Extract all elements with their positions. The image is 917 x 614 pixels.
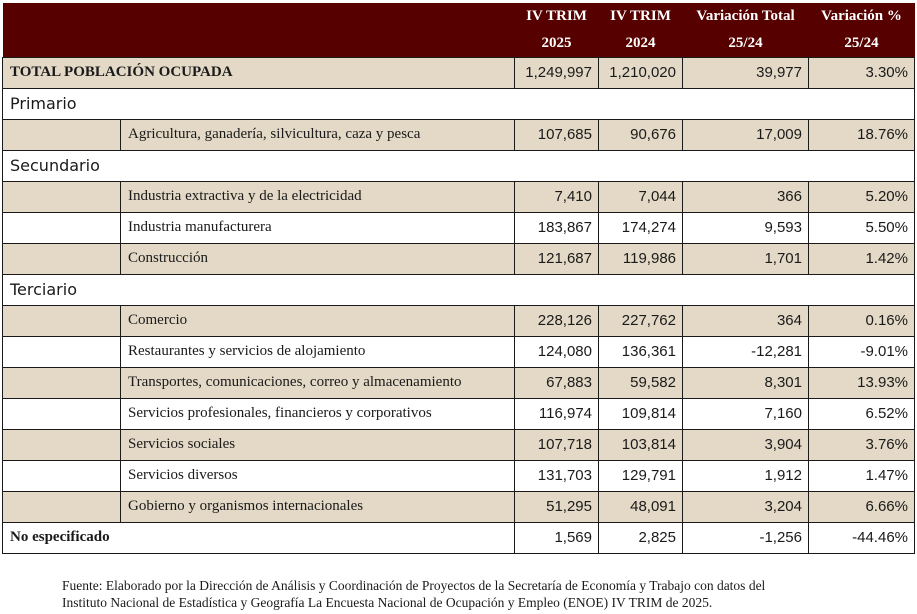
- source-note-line-2: Instituto Nacional de Estadística y Geografía La Encuesta Nacional de Ocupación y Empleo (ENOE) IV TRIM de 2025.: [62, 595, 713, 610]
- row-label: Construcción: [121, 243, 515, 274]
- header-col-var-total: Variación Total: [683, 3, 809, 30]
- table-row: [3, 181, 915, 212]
- row-var-total: 8,301: [683, 367, 809, 398]
- indent-cell: [3, 243, 121, 274]
- row-label: Gobierno y organismos internacionales: [121, 491, 515, 522]
- table-row: [3, 119, 915, 150]
- no-especificado-row: [3, 522, 915, 553]
- total-2024: 1,210,020: [599, 57, 683, 88]
- header-col-2024-sub: 2024: [599, 30, 683, 57]
- row-2024: 174,274: [599, 212, 683, 243]
- indent-cell: [3, 119, 121, 150]
- row-var-pct: 5.50%: [809, 212, 915, 243]
- row-2024: 103,814: [599, 429, 683, 460]
- table-row: [3, 398, 915, 429]
- row-var-total: 3,204: [683, 491, 809, 522]
- total-var-total: 39,977: [683, 57, 809, 88]
- row-2024: 136,361: [599, 336, 683, 367]
- row-label: Agricultura, ganadería, silvicultura, caza y pesca: [121, 119, 515, 150]
- source-note-line-1: Fuente: Elaborado por la Dirección de Análisis y Coordinación de Proyectos de la Secretaría de Economía y Trabajo con datos del: [62, 578, 766, 593]
- row-var-pct: 1.47%: [809, 460, 915, 491]
- row-var-total: 9,593: [683, 212, 809, 243]
- row-label: Industria extractiva y de la electricidad: [121, 181, 515, 212]
- section-label: Terciario: [3, 274, 915, 305]
- row-label: Servicios diversos: [121, 460, 515, 491]
- row-var-total: 1,701: [683, 243, 809, 274]
- table-row: [3, 460, 915, 491]
- no-especificado-2024: 2,825: [599, 522, 683, 553]
- row-label: Comercio: [121, 305, 515, 336]
- row-2025: 183,867: [515, 212, 599, 243]
- row-label: Restaurantes y servicios de alojamiento: [121, 336, 515, 367]
- header-row-2: [3, 30, 915, 57]
- no-especificado-var-pct: -44.46%: [809, 522, 915, 553]
- total-var-pct: 3.30%: [809, 57, 915, 88]
- source-note: [62, 577, 902, 611]
- header-col-var-pct-sub: 25/24: [809, 30, 915, 57]
- row-2024: 7,044: [599, 181, 683, 212]
- indent-cell: [3, 367, 121, 398]
- row-2025: 121,687: [515, 243, 599, 274]
- row-2024: 227,762: [599, 305, 683, 336]
- row-label: Transportes, comunicaciones, correo y almacenamiento: [121, 367, 515, 398]
- row-2025: 124,080: [515, 336, 599, 367]
- indent-cell: [3, 460, 121, 491]
- row-2025: 131,703: [515, 460, 599, 491]
- section-secundario: [3, 150, 915, 181]
- header-col-var-pct: Variación %: [809, 3, 915, 30]
- row-var-pct: 13.93%: [809, 367, 915, 398]
- indent-cell: [3, 398, 121, 429]
- header-col-2025-sub: 2025: [515, 30, 599, 57]
- row-var-total: 1,912: [683, 460, 809, 491]
- header-blank: [3, 3, 515, 30]
- indent-cell: [3, 429, 121, 460]
- section-label: Secundario: [3, 150, 915, 181]
- row-label: Industria manufacturera: [121, 212, 515, 243]
- row-var-pct: -9.01%: [809, 336, 915, 367]
- row-var-pct: 5.20%: [809, 181, 915, 212]
- row-2024: 59,582: [599, 367, 683, 398]
- table-row: [3, 336, 915, 367]
- row-2025: 116,974: [515, 398, 599, 429]
- indent-cell: [3, 181, 121, 212]
- indent-cell: [3, 305, 121, 336]
- table-row: [3, 491, 915, 522]
- table-row: [3, 305, 915, 336]
- row-var-total: 364: [683, 305, 809, 336]
- section-label: Primario: [3, 88, 915, 119]
- indent-cell: [3, 336, 121, 367]
- header-col-2024: IV TRIM: [599, 3, 683, 30]
- indent-cell: [3, 491, 121, 522]
- row-label: Servicios sociales: [121, 429, 515, 460]
- row-var-pct: 6.66%: [809, 491, 915, 522]
- section-primario: [3, 88, 915, 119]
- row-2024: 48,091: [599, 491, 683, 522]
- row-2025: 107,718: [515, 429, 599, 460]
- indent-cell: [3, 212, 121, 243]
- table-row: [3, 243, 915, 274]
- total-label: TOTAL POBLACIÓN OCUPADA: [3, 57, 515, 88]
- header-col-2025: IV TRIM: [515, 3, 599, 30]
- no-especificado-label: No especificado: [3, 522, 515, 553]
- row-var-total: 17,009: [683, 119, 809, 150]
- row-label: Servicios profesionales, financieros y corporativos: [121, 398, 515, 429]
- table-row: [3, 212, 915, 243]
- row-var-total: 3,904: [683, 429, 809, 460]
- row-var-pct: 0.16%: [809, 305, 915, 336]
- employment-table: [2, 3, 915, 554]
- row-var-pct: 18.76%: [809, 119, 915, 150]
- row-var-total: 7,160: [683, 398, 809, 429]
- header-col-var-total-sub: 25/24: [683, 30, 809, 57]
- total-row: [3, 57, 915, 88]
- row-2024: 129,791: [599, 460, 683, 491]
- row-var-total: -12,281: [683, 336, 809, 367]
- row-2024: 119,986: [599, 243, 683, 274]
- row-2025: 67,883: [515, 367, 599, 398]
- row-var-pct: 6.52%: [809, 398, 915, 429]
- row-2024: 109,814: [599, 398, 683, 429]
- row-2025: 228,126: [515, 305, 599, 336]
- total-2025: 1,249,997: [515, 57, 599, 88]
- row-var-pct: 3.76%: [809, 429, 915, 460]
- table-row: [3, 367, 915, 398]
- row-var-total: 366: [683, 181, 809, 212]
- section-terciario: [3, 274, 915, 305]
- table-row: [3, 429, 915, 460]
- no-especificado-2025: 1,569: [515, 522, 599, 553]
- row-2025: 7,410: [515, 181, 599, 212]
- row-2025: 51,295: [515, 491, 599, 522]
- header-row-1: [3, 3, 915, 30]
- row-var-pct: 1.42%: [809, 243, 915, 274]
- no-especificado-var-total: -1,256: [683, 522, 809, 553]
- header-blank: [3, 30, 515, 57]
- row-2025: 107,685: [515, 119, 599, 150]
- row-2024: 90,676: [599, 119, 683, 150]
